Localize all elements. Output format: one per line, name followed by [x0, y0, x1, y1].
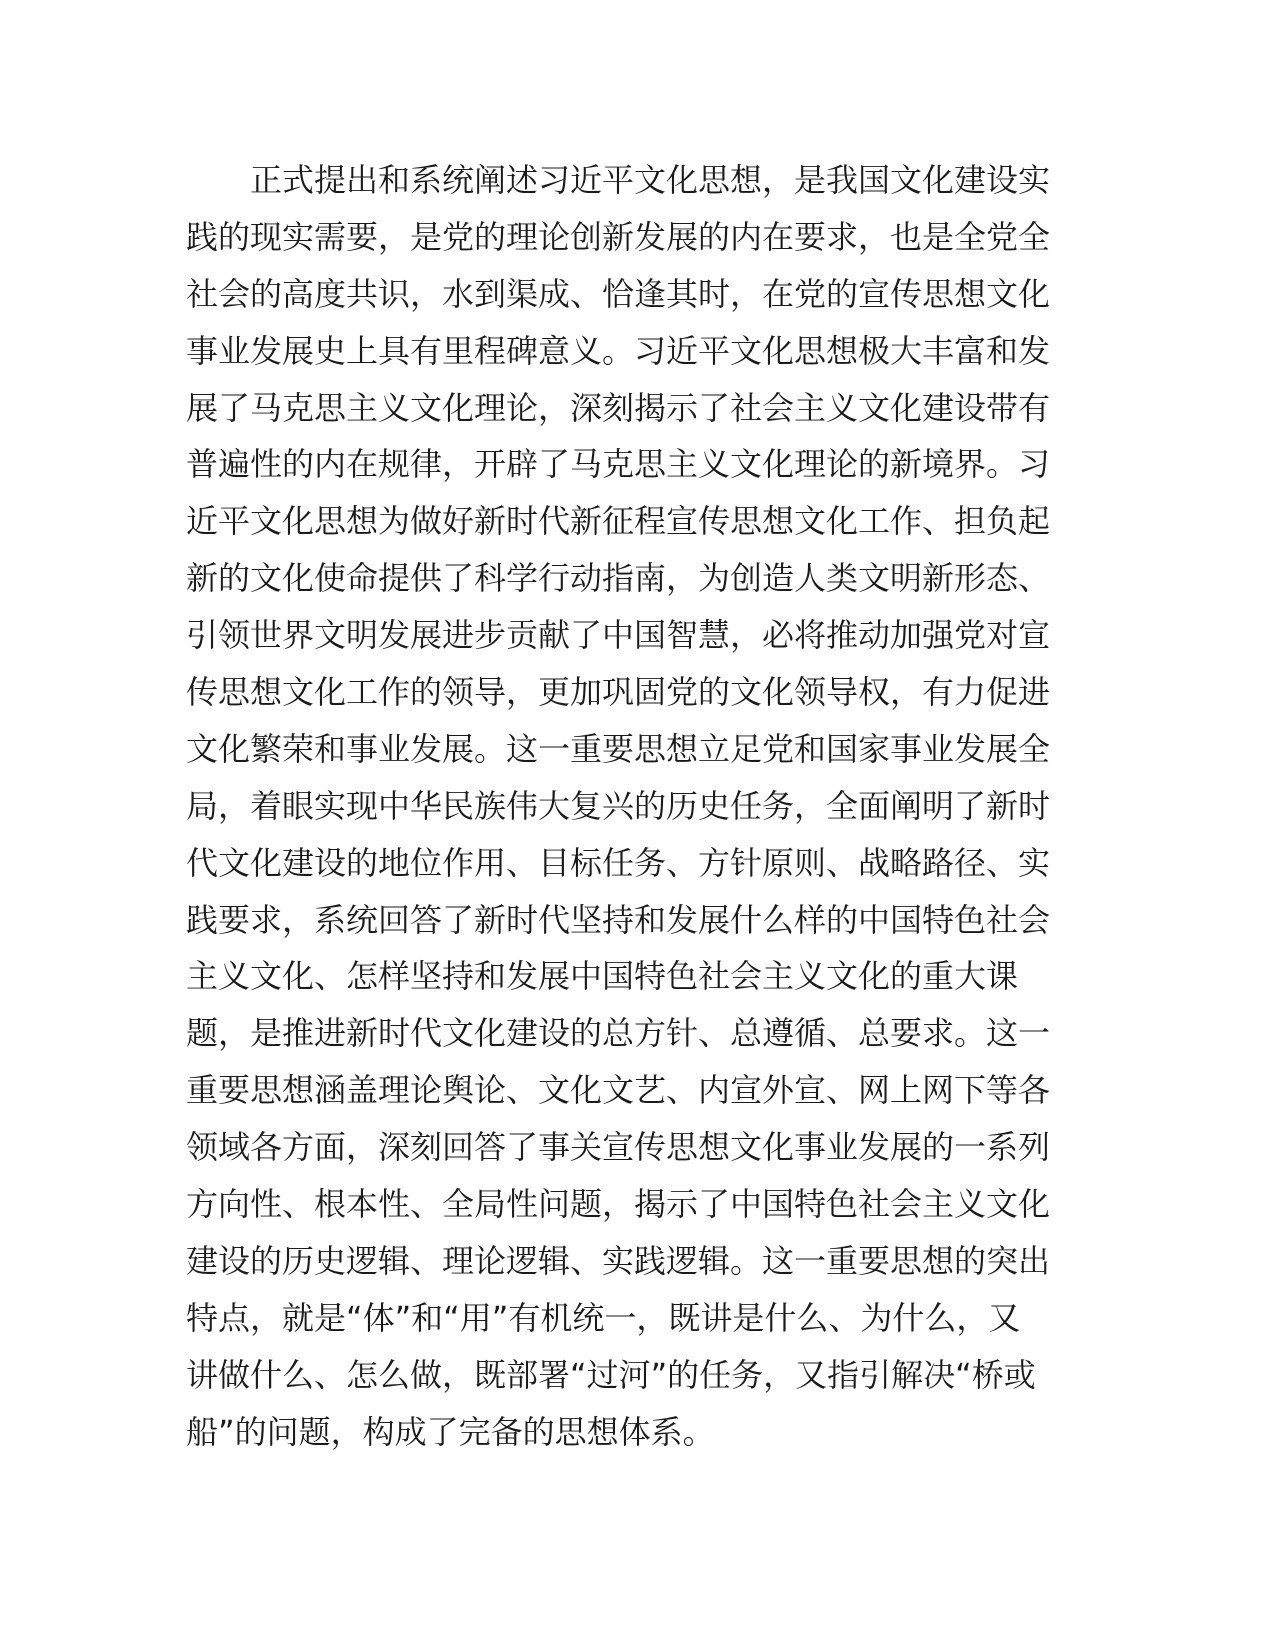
paragraph-line: 特点，就是“体”和“用”有机统一，既讲是什么、为什么，又: [186, 1298, 1021, 1337]
paragraph-line: 事业发展史上具有里程碑意义。习近平文化思想极大丰富和发: [186, 331, 1051, 370]
paragraph-line: 普遍性的内在规律，开辟了马克思主义文化理论的新境界。习: [186, 445, 1051, 484]
paragraph-line: 主义文化、怎样坚持和发展中国特色社会主义文化的重大课: [186, 957, 1019, 996]
paragraph-line: 正式提出和系统阐述习近平文化思想，是我国文化建设实: [250, 161, 1051, 199]
paragraph-line: 方向性、根本性、全局性问题，揭示了中国特色社会主义文化: [186, 1185, 1051, 1224]
paragraph-line: 新的文化使命提供了科学行动指南，为创造人类文明新形态、: [186, 559, 1051, 598]
paragraph-line: 践要求，系统回答了新时代坚持和发展什么样的中国特色社会: [186, 900, 1051, 939]
body-paragraph: [186, 152, 1086, 1460]
paragraph-line: 传思想文化工作的领导，更加巩固党的文化领导权，有力促进: [186, 673, 1051, 712]
paragraph-line: 局，着眼实现中华民族伟大复兴的历史任务，全面阐明了新时: [186, 786, 1051, 825]
paragraph-line: 引领世界文明发展进步贡献了中国智慧，必将推动加强党对宣: [186, 616, 1051, 655]
paragraph-line: 讲做什么、怎么做，既部署“过河”的任务，又指引解决“桥或: [186, 1355, 1036, 1394]
paragraph-line: 船”的问题，构成了完备的思想体系。: [186, 1412, 715, 1451]
paragraph-line: 重要思想涵盖理论舆论、文化文艺、内宣外宣、网上网下等各: [186, 1071, 1051, 1110]
paragraph-line: 题，是推进新时代文化建设的总方针、总遵循、总要求。这一: [186, 1014, 1051, 1053]
paragraph-line: 建设的历史逻辑、理论逻辑、实践逻辑。这一重要思想的突出: [186, 1241, 1051, 1280]
paragraph-line: 领域各方面，深刻回答了事关宣传思想文化事业发展的一系列: [186, 1128, 1051, 1167]
paragraph-line: 践的现实需要，是党的理论创新发展的内在要求，也是全党全: [186, 217, 1051, 256]
paragraph-line: 展了马克思主义文化理论，深刻揭示了社会主义文化建设带有: [186, 388, 1051, 427]
paragraph-line: 近平文化思想为做好新时代新征程宣传思想文化工作、担负起: [186, 502, 1051, 541]
paragraph-line: 文化繁荣和事业发展。这一重要思想立足党和国家事业发展全: [186, 729, 1051, 768]
paragraph-line: 社会的高度共识，水到渠成、恰逢其时，在党的宣传思想文化: [186, 274, 1051, 313]
paragraph-line: 代文化建设的地位作用、目标任务、方针原则、战略路径、实: [186, 843, 1051, 882]
